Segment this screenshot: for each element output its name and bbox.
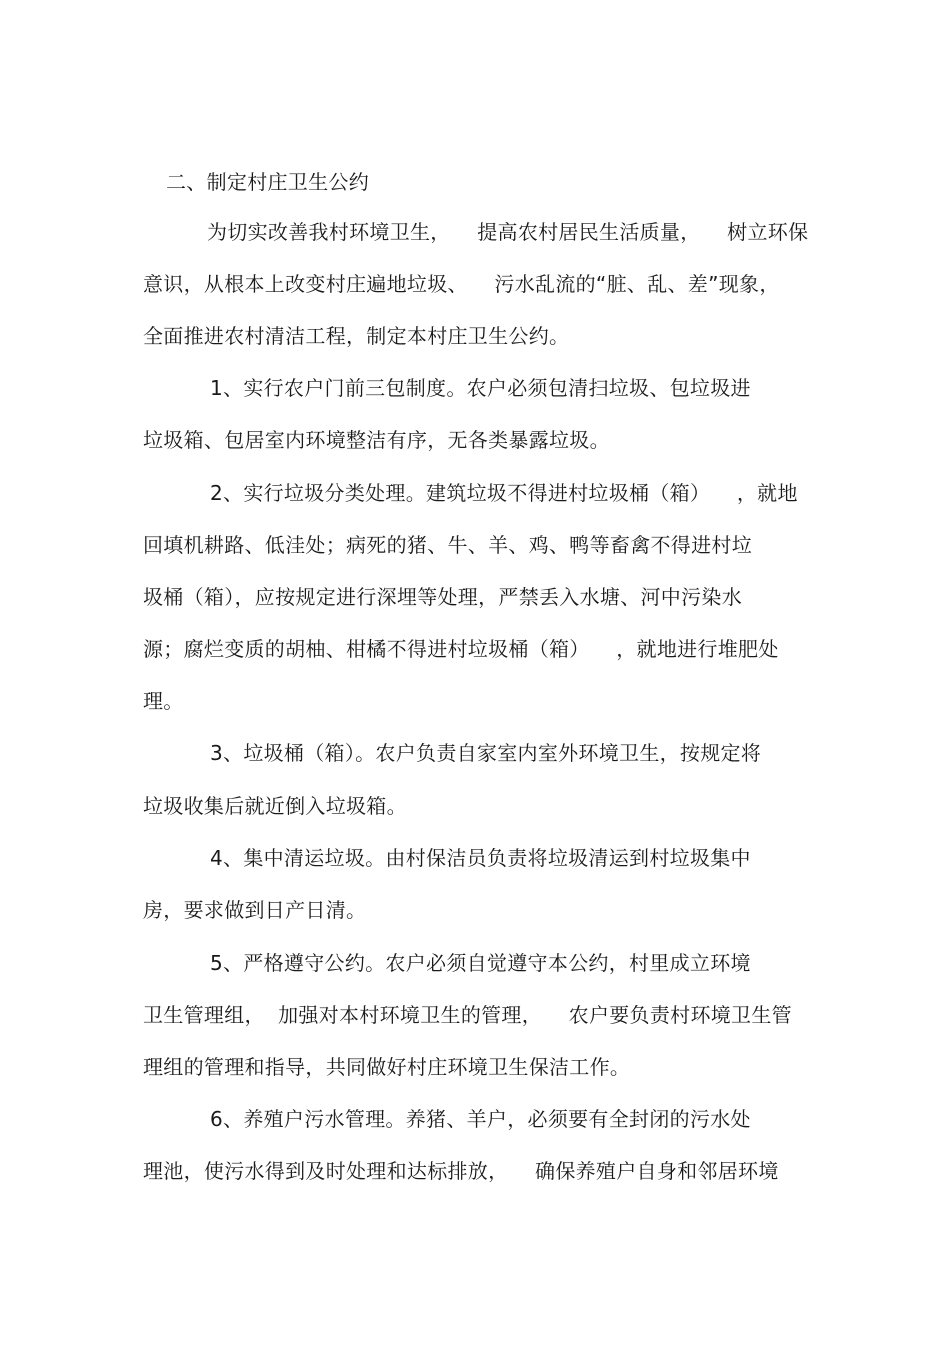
paragraph-line: 全面推进农村清洁工程，制定本村庄卫生公约。 <box>143 324 570 348</box>
paragraph-line: 3、垃圾桶（箱）。农户负责自家室内室外环境卫生，按规定将 <box>210 741 762 765</box>
paragraph-line: 垃圾收集后就近倒入垃圾箱。 <box>143 794 407 818</box>
paragraph-line: 源；腐烂变质的胡柚、柑橘不得进村垃圾桶（箱） ，就地进行堆肥处 <box>143 637 779 661</box>
section-heading: 二、制定村庄卫生公约 <box>166 170 369 194</box>
paragraph-line: 意识，从根本上改变村庄遍地垃圾、 污水乱流的“脏、乱、差”现象， <box>143 272 780 296</box>
paragraph-line: 为切实改善我村环境卫生， 提高农村居民生活质量， 树立环保 <box>207 220 809 244</box>
paragraph-line: 5、严格遵守公约。农户必须自觉遵守本公约，村里成立环境 <box>210 951 751 975</box>
paragraph-line: 理池，使污水得到及时处理和达标排放， 确保养殖户自身和邻居环境 <box>143 1159 779 1183</box>
paragraph-line: 圾桶（箱），应按规定进行深埋等处理，严禁丢入水塘、河中污染水 <box>143 585 742 609</box>
paragraph-line: 1、实行农户门前三包制度。农户必须包清扫垃圾、包垃圾进 <box>210 376 751 400</box>
paragraph-line: 垃圾箱、包居室内环境整洁有序，无各类暴露垃圾。 <box>143 428 610 452</box>
paragraph-line: 房，要求做到日产日清。 <box>143 898 367 922</box>
paragraph-line: 理。 <box>143 689 184 713</box>
paragraph-line: 回填机耕路、低洼处；病死的猪、牛、羊、鸡、鸭等畜禽不得进村垃 <box>143 533 752 557</box>
paragraph-line: 4、集中清运垃圾。由村保洁员负责将垃圾清运到村垃圾集中 <box>210 846 751 870</box>
paragraph-line: 理组的管理和指导，共同做好村庄环境卫生保洁工作。 <box>143 1055 631 1079</box>
paragraph-line: 2、实行垃圾分类处理。建筑垃圾不得进村垃圾桶（箱） ，就地 <box>210 481 798 505</box>
paragraph-line: 卫生管理组， 加强对本村环境卫生的管理， 农户要负责村环境卫生管 <box>143 1003 792 1027</box>
paragraph-line: 6、养殖户污水管理。养猪、羊户，必须要有全封闭的污水处 <box>210 1107 751 1131</box>
